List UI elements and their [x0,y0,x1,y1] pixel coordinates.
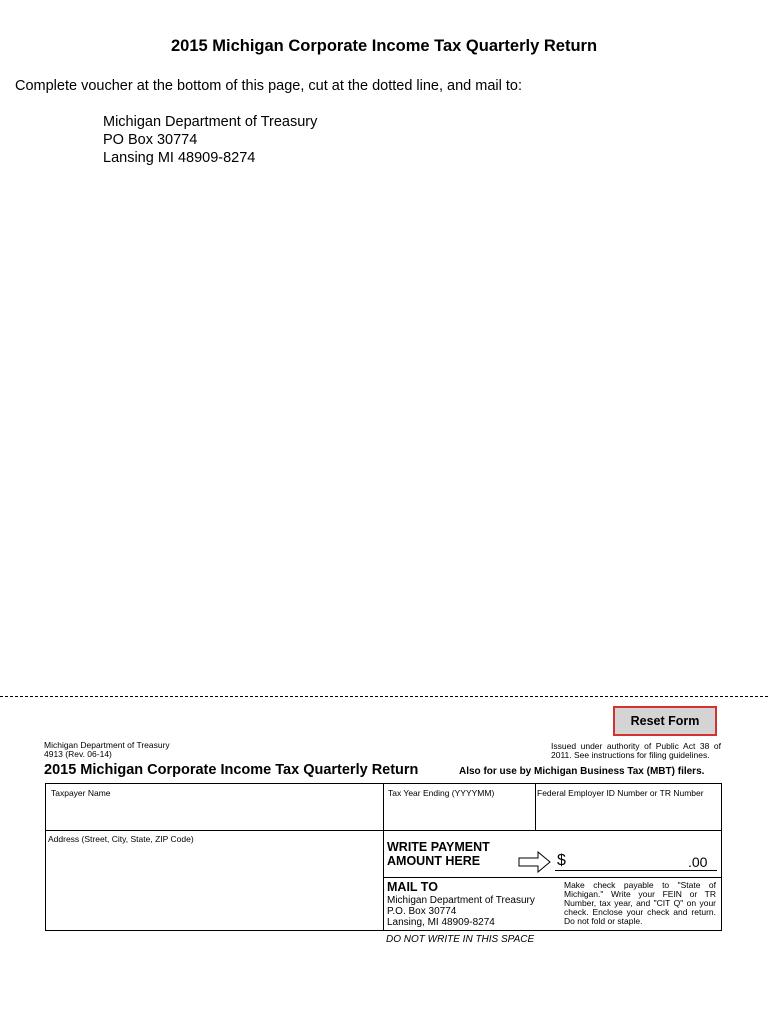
fein-label: Federal Employer ID Number or TR Number [537,788,704,798]
form-number: 4913 (Rev. 06-14) [44,749,112,759]
address-label: Address (Street, City, State, ZIP Code) [48,834,194,844]
mail-address-line-1: Michigan Department of Treasury [103,114,318,130]
page-title: 2015 Michigan Corporate Income Tax Quarterly Return [170,37,598,55]
voucher-title: 2015 Michigan Corporate Income Tax Quarterly Return [44,762,419,778]
cut-line [0,696,768,697]
reset-form-button[interactable]: Reset Form [613,706,717,736]
mail-to-label: MAIL TO [387,880,438,894]
mail-address-line-2: PO Box 30774 [103,132,198,148]
tax-year-ending-label: Tax Year Ending (YYYYMM) [388,788,495,798]
arrow-right-icon [518,851,552,873]
mail-address-line-3: Lansing MI 48909-8274 [103,150,256,166]
check-instructions: Make check payable to "State of Michigan." Write your FEIN or TR Number, tax year, and "CIT Q" on your check. Enclose your check and return. Do not fold or staple. [564,880,716,926]
payment-cents: .00 [688,854,708,870]
instruction-text: Complete voucher at the bottom of this page, cut at the dotted line, and mail to: [15,78,522,94]
write-payment-label-1: WRITE PAYMENT [387,840,490,854]
write-payment-label-2: AMOUNT HERE [387,854,481,868]
address-field[interactable] [50,846,378,926]
currency-symbol: $ [557,852,566,869]
issued-authority: Issued under authority of Public Act 38 of 2011. See instructions for filing guidelines. [551,741,721,760]
voucher-dept: Michigan Department of Treasury [44,740,170,750]
do-not-write-notice: DO NOT WRITE IN THIS SPACE [386,934,535,945]
fein-field[interactable] [538,800,718,826]
payment-voucher [45,783,722,931]
mail-to-line-1: Michigan Department of Treasury [387,895,535,906]
tax-year-ending-field[interactable] [388,800,532,826]
mbt-note: Also for use by Michigan Business Tax (MBT) filers. [459,766,705,777]
mail-to-line-2: P.O. Box 30774 [387,906,457,917]
taxpayer-name-label: Taxpayer Name [51,788,111,798]
taxpayer-name-field[interactable] [52,800,378,826]
mail-to-line-3: Lansing, MI 48909-8274 [387,917,495,928]
